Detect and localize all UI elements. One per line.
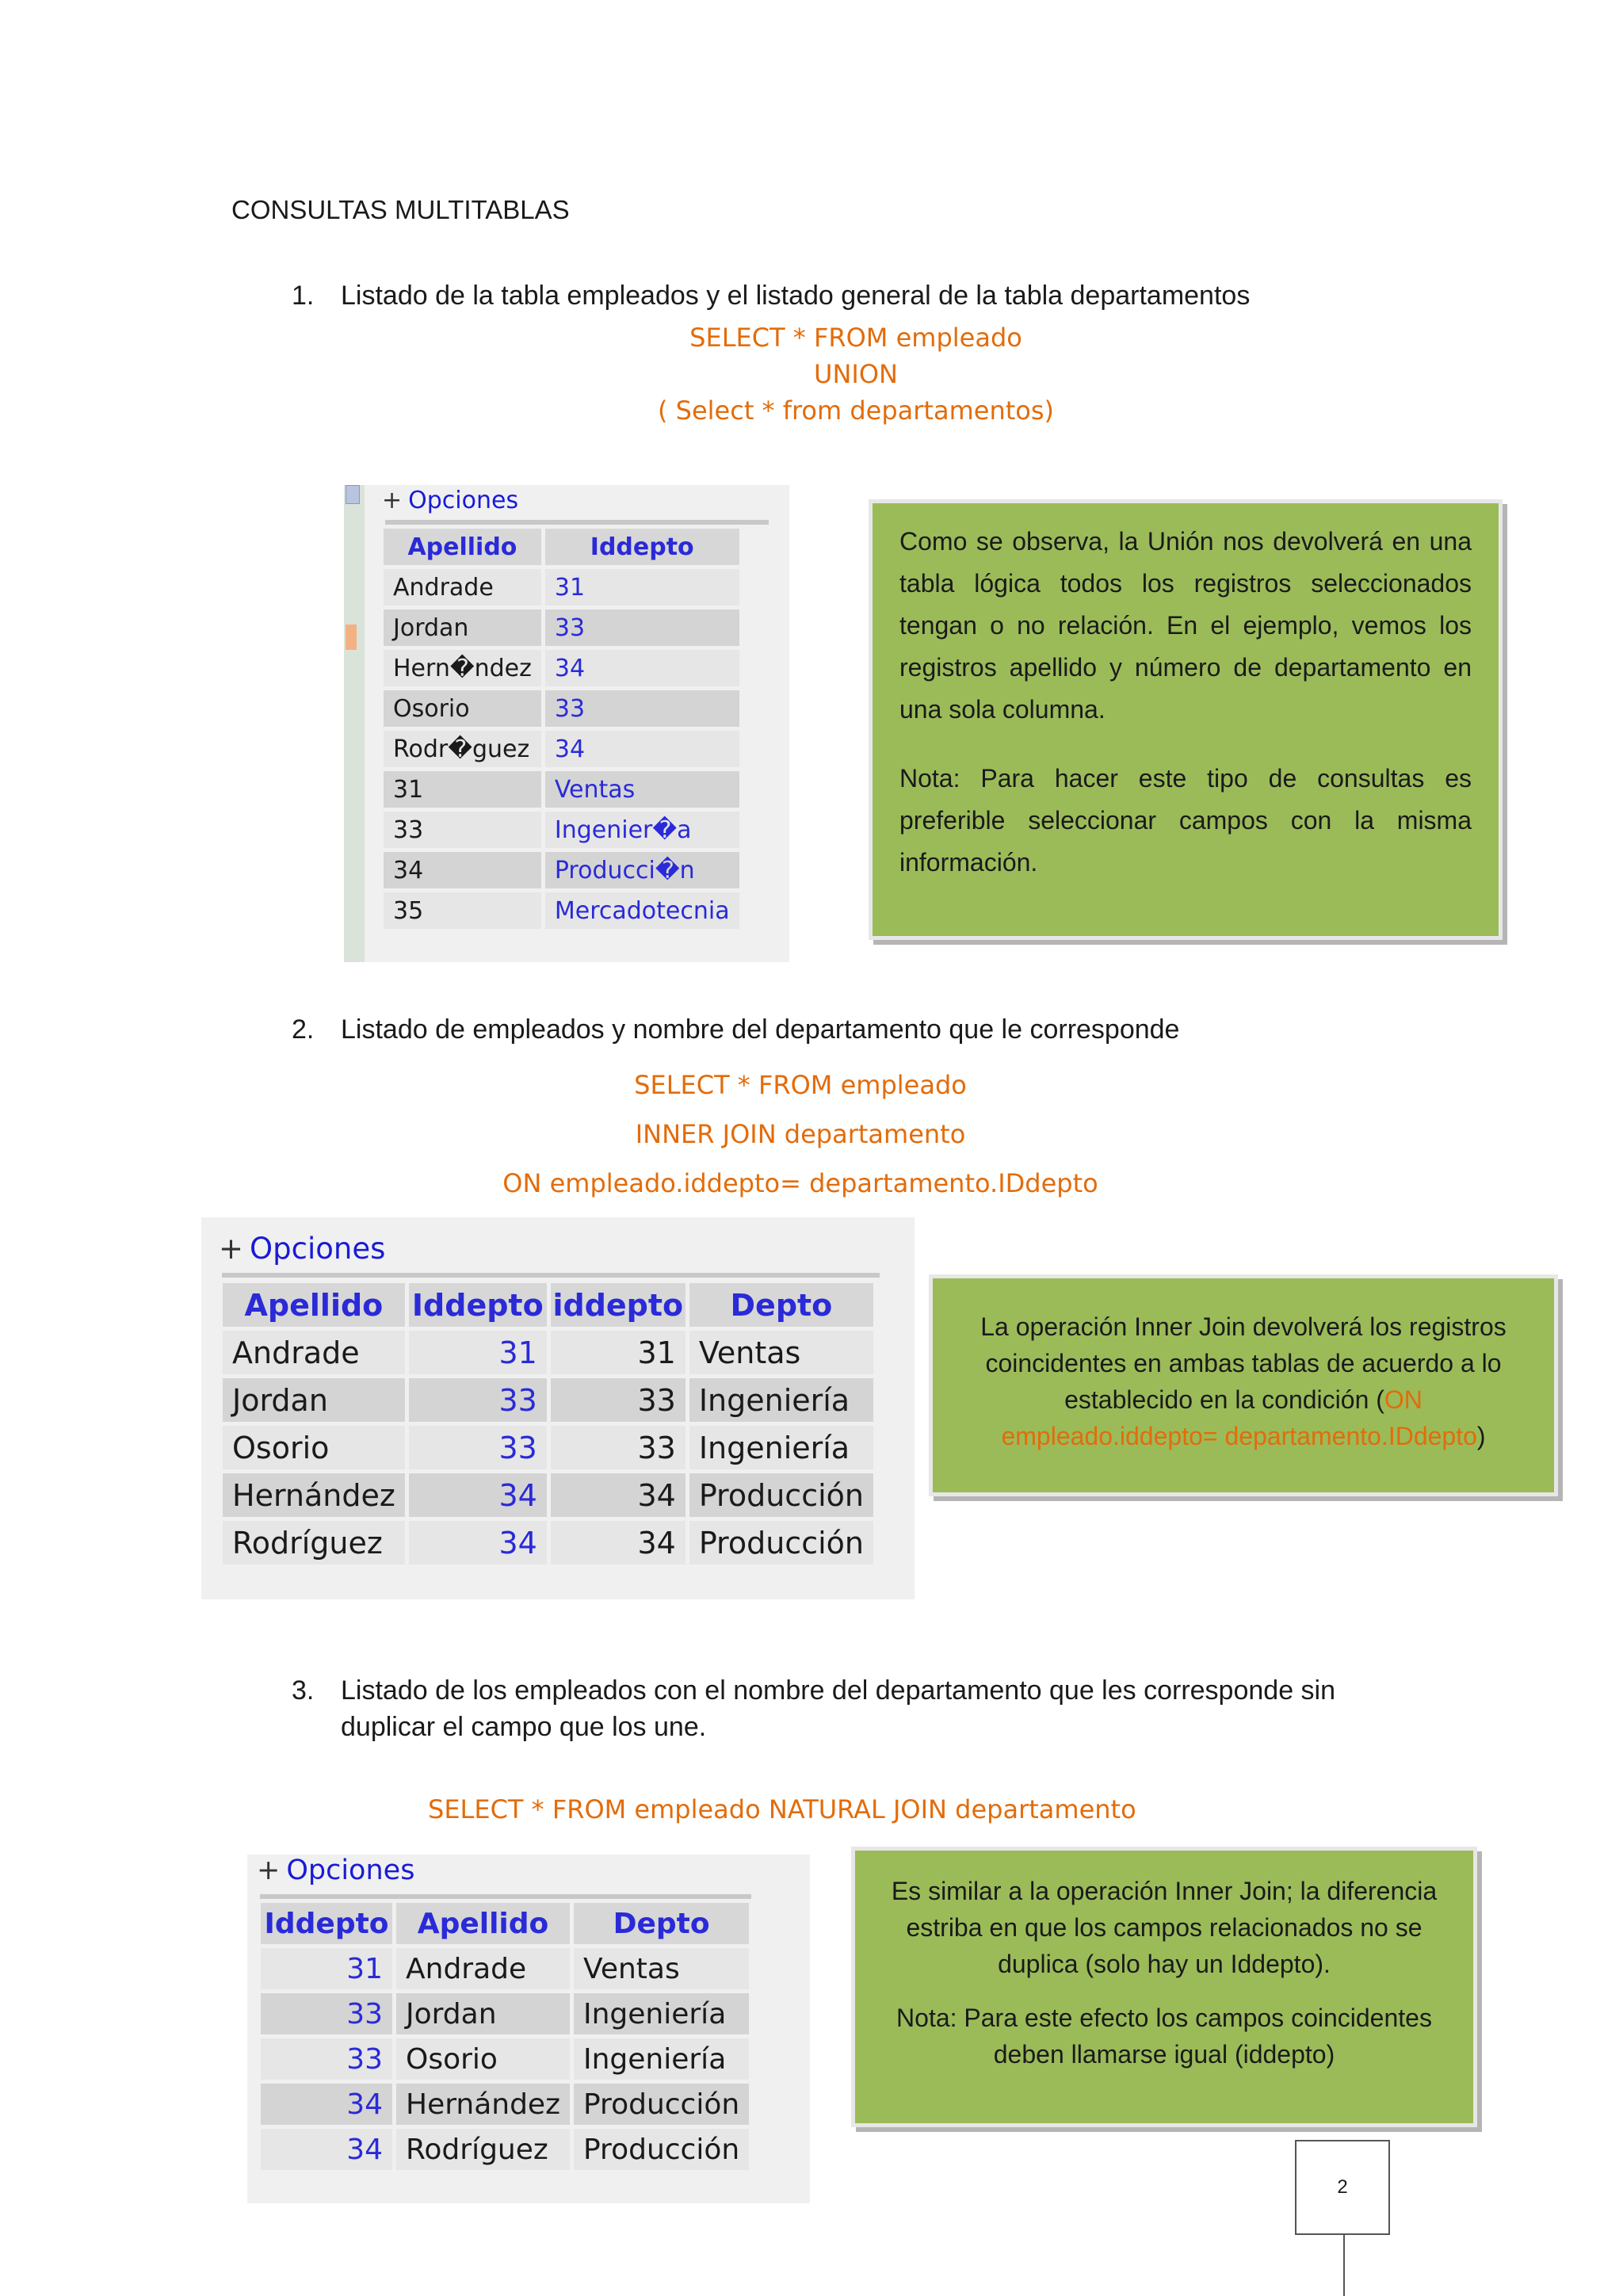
cell: Hernández (223, 1473, 405, 1517)
section-1-title (292, 281, 1401, 315)
result-panel-natural-join (247, 1855, 810, 2203)
sql-line: ON empleado.iddepto= departamento.IDdepto (502, 1168, 1098, 1198)
note-paragraph: Es similar a la operación Inner Join; la diferencia estriba en que los campos relacionados no se duplica (solo hay un Iddepto). (891, 1877, 1438, 1978)
header-rule (222, 1273, 880, 1278)
cell: Osorio (223, 1426, 405, 1469)
column-header[interactable]: Apellido (396, 1903, 570, 1944)
cell: Osorio (384, 690, 541, 727)
cell: Hernández (396, 2084, 570, 2125)
cell: Jordan (396, 1993, 570, 2034)
cell: Ingeniería (689, 1378, 873, 1422)
section-1-number: 1. (292, 281, 315, 311)
cell: Andrade (384, 569, 541, 606)
table-row (384, 569, 739, 606)
section-3-sql: SELECT * FROM empleado NATURAL JOIN departamento (428, 1794, 1136, 1824)
cell: 31 (261, 1948, 392, 1989)
column-header[interactable]: Apellido (223, 1283, 405, 1327)
plus-icon: + (257, 1855, 281, 1886)
sql-line: UNION (814, 359, 898, 389)
cell: 31 (409, 1331, 547, 1374)
note-union (869, 499, 1503, 940)
cell: 34 (545, 731, 739, 767)
opciones-label: Opciones (286, 1855, 415, 1886)
union-results-table (380, 525, 743, 933)
cell: 33 (261, 1993, 392, 2034)
table-row (261, 1993, 749, 2034)
column-header[interactable]: Depto (689, 1283, 873, 1327)
page-number: 2 (1295, 2140, 1390, 2235)
cell: 33 (261, 2038, 392, 2080)
table-row (261, 2084, 749, 2125)
table-row (223, 1378, 873, 1422)
plus-icon: + (219, 1232, 244, 1266)
sql-line: SELECT * FROM empleado (689, 323, 1022, 353)
table-row (223, 1426, 873, 1469)
sql-line: INNER JOIN departamento (635, 1119, 966, 1149)
cell: Producci�n (545, 852, 739, 888)
cell: 34 (551, 1521, 685, 1564)
opciones-label: Opciones (250, 1232, 386, 1266)
cell: Ventas (689, 1331, 873, 1374)
page-number-rule (1343, 2235, 1345, 2296)
cell: Ingeniería (574, 1993, 749, 2034)
cell: Ingeniería (689, 1426, 873, 1469)
panel-scroll-strip (344, 485, 365, 962)
cell: Rodríguez (396, 2129, 570, 2170)
table-row (223, 1331, 873, 1374)
table-row (384, 892, 739, 929)
note-paragraph: Nota: Para este efecto los campos coincidentes deben llamarse igual (iddepto) (896, 2004, 1432, 2069)
note-condition: ON empleado.iddepto= departamento.IDdepto (1001, 1385, 1477, 1450)
cell: Ingenier�a (545, 812, 739, 848)
cell: 33 (545, 609, 739, 646)
cell: Ventas (574, 1948, 749, 1989)
cell: 33 (545, 690, 739, 727)
table-row (384, 609, 739, 646)
cell: 31 (384, 771, 541, 808)
section-3-text-line2: duplicar el campo que los une. (341, 1712, 707, 1742)
result-panel-union (344, 485, 789, 962)
note-paragraph: Nota: Para hacer este tipo de consultas es preferible seleccionar campos con la misma información. (899, 764, 1472, 877)
cell: Hern�ndez (384, 650, 541, 686)
table-row (384, 812, 739, 848)
cell: Rodríguez (223, 1521, 405, 1564)
table-row (384, 650, 739, 686)
cell: 34 (409, 1473, 547, 1517)
cell: 33 (409, 1426, 547, 1469)
note-paragraph (957, 1308, 1530, 1454)
table-row (384, 771, 739, 808)
sql-line: SELECT * FROM empleado (634, 1070, 967, 1100)
column-header[interactable]: Iddepto (545, 529, 739, 565)
page-title: CONSULTAS MULTITABLAS (231, 195, 570, 224)
cell: 34 (551, 1473, 685, 1517)
table-row (261, 2129, 749, 2170)
cell: Ventas (545, 771, 739, 808)
note-natural-join (851, 1847, 1477, 2127)
note-inner-join (929, 1274, 1558, 1496)
note-paragraph: Como se observa, la Unión nos devolverá en una tabla lógica todos los registros seleccionados tengan o no relación. En el ejemplo, vemos los registros apellido y número de departamento en una sola columna. (899, 527, 1472, 724)
cell: 33 (551, 1378, 685, 1422)
cell: 33 (551, 1426, 685, 1469)
table-row (223, 1473, 873, 1517)
plus-icon: + (382, 487, 403, 514)
sql-line: ( Select * from departamentos) (657, 395, 1054, 426)
result-panel-inner-join (201, 1217, 915, 1599)
cell: 31 (551, 1331, 685, 1374)
cell: Producción (689, 1473, 873, 1517)
cell: Mercadotecnia (545, 892, 739, 929)
opciones-link[interactable] (382, 487, 518, 514)
column-header[interactable]: Depto (574, 1903, 749, 1944)
section-1-sql (555, 319, 1157, 429)
section-2-title (292, 1014, 1401, 1049)
cell: 34 (261, 2129, 392, 2170)
cell: Osorio (396, 2038, 570, 2080)
table-row (261, 1948, 749, 1989)
cell: Jordan (384, 609, 541, 646)
note-close: ) (1476, 1422, 1486, 1450)
opciones-link[interactable] (257, 1855, 414, 1886)
opciones-link[interactable] (219, 1232, 385, 1266)
cell: Andrade (396, 1948, 570, 1989)
table-row (384, 731, 739, 767)
cell: 34 (261, 2084, 392, 2125)
table-row (384, 690, 739, 727)
cell: 33 (409, 1378, 547, 1422)
cell: 33 (384, 812, 541, 848)
scroll-marker (346, 625, 357, 650)
cell: 34 (545, 650, 739, 686)
opciones-label: Opciones (408, 487, 519, 514)
natural-join-results-table (257, 1899, 753, 2174)
table-row (261, 2038, 749, 2080)
section-3-text-line1: Listado de los empleados con el nombre del departamento que les corresponde sin (341, 1675, 1336, 1706)
section-3-title (292, 1672, 1417, 1745)
cell: 34 (409, 1521, 547, 1564)
cell: Andrade (223, 1331, 405, 1374)
cell: Ingeniería (574, 2038, 749, 2080)
cell: Rodr�guez (384, 731, 541, 767)
section-2-number: 2. (292, 1014, 315, 1045)
cell: Producción (689, 1521, 873, 1564)
cell: 34 (384, 852, 541, 888)
section-2-text: Listado de empleados y nombre del departamento que le corresponde (341, 1014, 1180, 1045)
section-2-sql (475, 1060, 1125, 1208)
column-header[interactable]: Iddepto (409, 1283, 547, 1327)
table-row (384, 852, 739, 888)
cell: Producción (574, 2084, 749, 2125)
inner-join-results-table (219, 1279, 877, 1568)
cell: Jordan (223, 1378, 405, 1422)
column-header[interactable]: Apellido (384, 529, 541, 565)
column-header[interactable]: iddepto (551, 1283, 685, 1327)
cell: Producción (574, 2129, 749, 2170)
note-text: La operación Inner Join devolverá los registros coincidentes en ambas tablas de acuerdo a lo establecido en la condición ( (980, 1312, 1507, 1414)
cell: 31 (545, 569, 739, 606)
cell: 35 (384, 892, 541, 929)
section-3-number: 3. (292, 1675, 315, 1706)
section-1-text: Listado de la tabla empleados y el listado general de la tabla departamentos (341, 281, 1251, 311)
table-row (223, 1521, 873, 1564)
collapse-icon[interactable] (346, 485, 360, 504)
column-header[interactable]: Iddepto (261, 1903, 392, 1944)
